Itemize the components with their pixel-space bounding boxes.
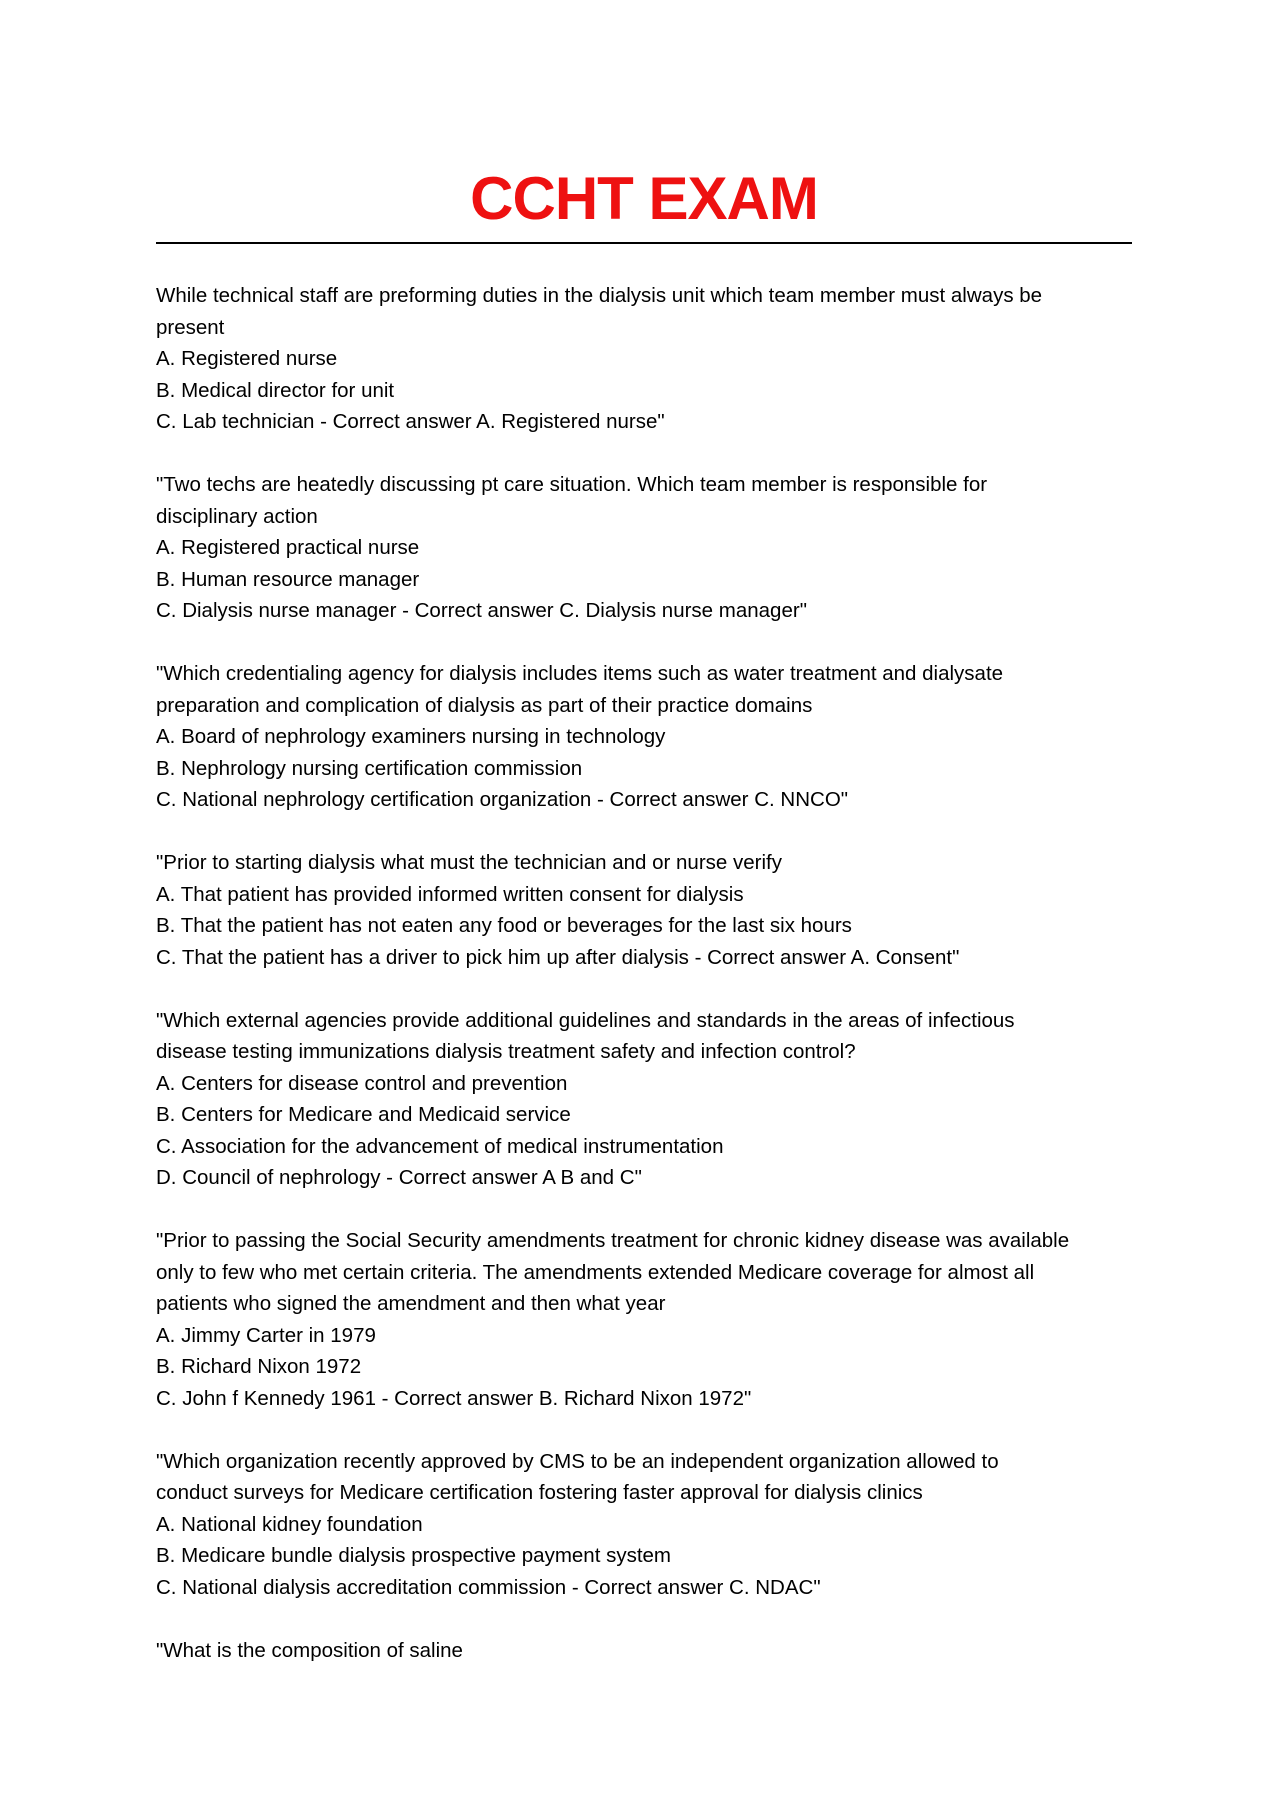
answer-option: A. That patient has provided informed written consent for dialysis <box>156 882 744 906</box>
question-block <box>156 847 1132 973</box>
answer-option: A. Registered nurse <box>156 347 338 370</box>
answer-option: B. Nephrology nursing certification commission <box>156 756 583 780</box>
answer-option: B. Richard Nixon 1972 <box>156 1355 362 1378</box>
answer-option: C. John f Kennedy 1961 - Correct answer B. Richard Nixon 1972" <box>156 1386 752 1410</box>
answer-option: B. That the patient has not eaten any food or beverages for the last six hours <box>156 914 852 937</box>
answer-option: B. Centers for Medicare and Medicaid service <box>156 1103 571 1126</box>
question-text: "Which external agencies provide additional guidelines and standards in the areas of infectious <box>156 1008 1015 1032</box>
question-block <box>156 1225 1132 1414</box>
title-underline <box>156 242 1132 244</box>
answer-option: A. National kidney foundation <box>156 1512 423 1536</box>
question-list <box>156 280 1132 1666</box>
document-page <box>156 0 1132 1698</box>
answer-option: A. Registered practical nurse <box>156 536 420 559</box>
answer-option: C. Association for the advancement of medical instrumentation <box>156 1134 724 1158</box>
question-text: preparation and complication of dialysis as part of their practice domains <box>156 693 813 717</box>
question-text: "Prior to starting dialysis what must the technician and or nurse verify <box>156 851 782 874</box>
question-text: "What is the composition of saline <box>156 1638 463 1662</box>
document-title: CCHT EXAM <box>470 165 818 232</box>
question-text: "Which organization recently approved by CMS to be an independent organization allowed to <box>156 1449 999 1473</box>
question-text: "Two techs are heatedly discussing pt care situation. Which team member is responsible for <box>156 473 988 496</box>
question-block <box>156 658 1132 816</box>
answer-option: C. Dialysis nurse manager - Correct answer C. Dialysis nurse manager" <box>156 599 807 622</box>
answer-option: A. Board of nephrology examiners nursing in technology <box>156 725 666 748</box>
question-text: disease testing immunizations dialysis treatment safety and infection control? <box>156 1040 856 1063</box>
answer-option: B. Medical director for unit <box>156 378 395 402</box>
answer-option: C. National dialysis accreditation commission - Correct answer C. NDAC" <box>156 1575 821 1599</box>
question-text: only to few who met certain criteria. The amendments extended Medicare coverage for almost all <box>156 1260 1035 1284</box>
question-text: present <box>156 315 225 339</box>
answer-option: C. National nephrology certification organization - Correct answer C. NNCO" <box>156 788 849 811</box>
question-block <box>156 1446 1132 1604</box>
answer-option: B. Human resource manager <box>156 567 420 591</box>
question-block <box>156 280 1132 438</box>
question-block <box>156 1635 1132 1667</box>
answer-option: C. Lab technician - Correct answer A. Registered nurse" <box>156 410 665 433</box>
question-text: disciplinary action <box>156 504 318 528</box>
answer-option: B. Medicare bundle dialysis prospective payment system <box>156 1544 672 1567</box>
question-block <box>156 469 1132 627</box>
answer-option: A. Jimmy Carter in 1979 <box>156 1323 376 1347</box>
question-text: "Prior to passing the Social Security amendments treatment for chronic kidney disease was available <box>156 1229 1070 1252</box>
question-block <box>156 1005 1132 1194</box>
answer-option: D. Council of nephrology - Correct answer A B and C" <box>156 1166 642 1189</box>
question-text: "Which credentialing agency for dialysis includes items such as water treatment and dialysate <box>156 662 1004 685</box>
question-text: While technical staff are preforming duties in the dialysis unit which team member must always be <box>156 284 1043 307</box>
answer-option: A. Centers for disease control and prevention <box>156 1071 568 1095</box>
question-text: patients who signed the amendment and then what year <box>156 1292 666 1315</box>
question-text: conduct surveys for Medicare certification fostering faster approval for dialysis clinics <box>156 1481 923 1504</box>
answer-option: C. That the patient has a driver to pick him up after dialysis - Correct answer A. Consent" <box>156 945 960 969</box>
